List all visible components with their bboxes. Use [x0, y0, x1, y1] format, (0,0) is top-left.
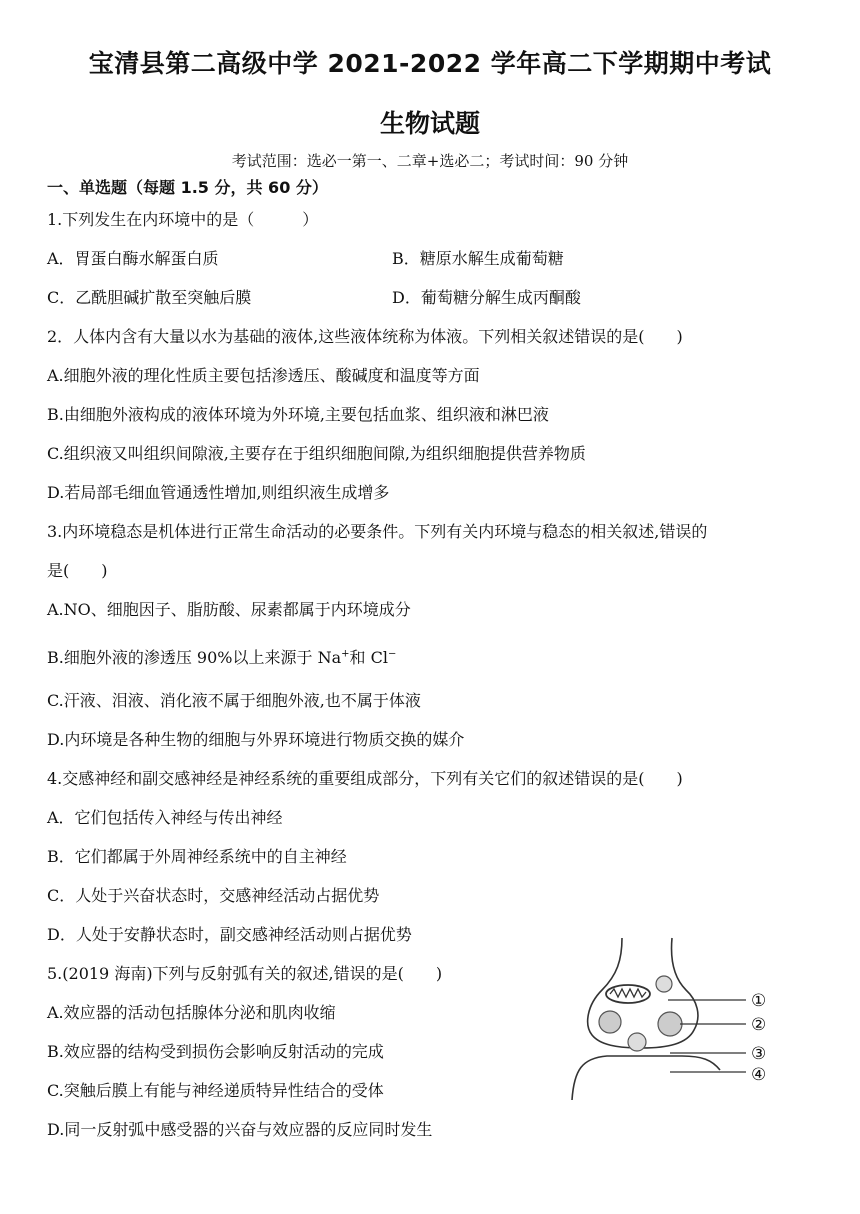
- sodium-charge: +: [341, 648, 350, 660]
- section-heading: 一、单选题（每题 1.5 分，共 60 分）: [47, 178, 328, 197]
- question-2-option-a: A.细胞外液的理化性质主要包括渗透压、酸碱度和温度等方面: [47, 366, 480, 385]
- question-5-option-d: D.同一反射弧中感受器的兴奋与效应器的反应同时发生: [47, 1120, 433, 1139]
- question-2-stem: 2．人体内含有大量以水为基础的液体,这些液体统称为体液。下列相关叙述错误的是( ): [47, 327, 683, 346]
- label-1: ①: [751, 991, 767, 1011]
- question-1-option-a: A．胃蛋白酶水解蛋白质: [47, 249, 219, 268]
- question-5-option-b: B.效应器的结构受到损伤会影响反射活动的完成: [47, 1042, 384, 1061]
- vesicle-icon: [658, 1012, 682, 1036]
- question-3-option-b-text: B.细胞外液的渗透压 90%以上来源于 Na: [47, 648, 342, 667]
- label-4: ④: [751, 1065, 767, 1085]
- question-1-option-b: B．糖原水解生成葡萄糖: [392, 249, 564, 268]
- question-3-option-b: [47, 648, 396, 668]
- question-3-option-b-mid: 和 Cl: [349, 648, 388, 667]
- question-5-stem: 5.(2019 海南)下列与反射弧有关的叙述,错误的是( ): [47, 964, 443, 983]
- question-2-option-b: B.由细胞外液构成的液体环境为外环境,主要包括血浆、组织液和淋巴液: [47, 405, 549, 424]
- question-3-option-d: D.内环境是各种生物的细胞与外界环境进行物质交换的媒介: [47, 730, 465, 749]
- question-3-option-a: A.NO、细胞因子、脂肪酸、尿素都属于内环境成分: [47, 600, 411, 619]
- fusing-vesicle-icon: [628, 1033, 646, 1051]
- question-3-option-c: C.汗液、泪液、消化液不属于细胞外液,也不属于体液: [47, 691, 421, 710]
- question-2-option-d: D.若局部毛细血管通透性增加,则组织液生成增多: [47, 483, 390, 502]
- question-4-option-a: A．它们包括传入神经与传出神经: [47, 808, 283, 827]
- question-1-option-d: D．葡萄糖分解生成丙酮酸: [392, 288, 581, 307]
- question-3-stem-line1: 3.内环境稳态是机体进行正常生命活动的必要条件。下列有关内环境与稳态的相关叙述,错误的: [47, 522, 708, 541]
- question-5-option-c: C.突触后膜上有能与神经递质特异性结合的受体: [47, 1081, 384, 1100]
- question-1-stem: 1.下列发生在内环境中的是（ ）: [47, 210, 319, 229]
- question-2-option-c: C.组织液又叫组织间隙液,主要存在于组织细胞间隙,为组织细胞提供营养物质: [47, 444, 586, 463]
- vesicle-icon: [599, 1011, 621, 1033]
- synapse-diagram: [562, 930, 792, 1120]
- page-title: 宝清县第二高级中学 2021-2022 学年高二下学期期中考试: [88, 49, 772, 78]
- question-4-option-d: D．人处于安静状态时，副交感神经活动则占据优势: [47, 925, 412, 944]
- exam-scope: 考试范围：选必一第一、二章+选必二；考试时间：90 分钟: [231, 152, 629, 170]
- question-5-option-a: A.效应器的活动包括腺体分泌和肌肉收缩: [47, 1003, 336, 1022]
- label-2: ②: [751, 1015, 767, 1035]
- page-subtitle: 生物试题: [379, 109, 480, 138]
- small-vesicle-icon: [656, 976, 672, 992]
- question-4-option-c: C．人处于兴奋状态时，交感神经活动占据优势: [47, 886, 380, 905]
- mitochondrion-icon: [606, 985, 650, 1003]
- question-4-option-b: B．它们都属于外周神经系统中的自主神经: [47, 847, 347, 866]
- question-4-stem: 4.交感神经和副交感神经是神经系统的重要组成部分，下列有关它们的叙述错误的是( ): [47, 769, 683, 788]
- chloride-charge: −: [387, 648, 397, 660]
- question-3-stem-line2: 是( ): [47, 561, 108, 580]
- label-3: ③: [751, 1044, 767, 1064]
- question-1-option-c: C．乙酰胆碱扩散至突触后膜: [47, 288, 252, 307]
